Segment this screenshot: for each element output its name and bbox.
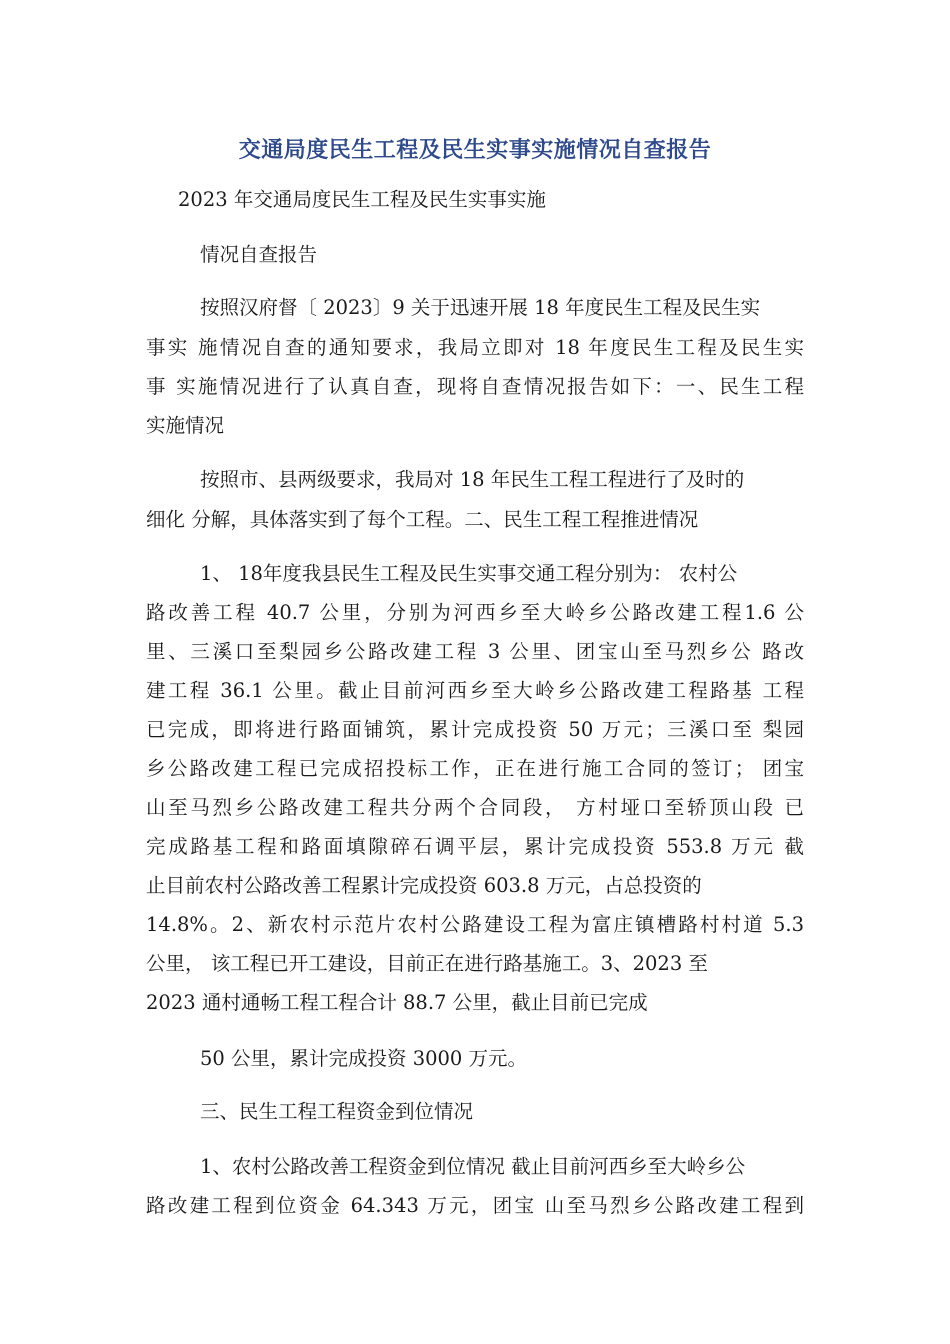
para3-line-1: 1、 18年度我县民生工程及民生实事交通工程分别为： 农村公 <box>200 562 738 585</box>
para1-line-2: 事实 施情况自查的通知要求，我局立即对 18 年度民生工程及民生实 <box>146 336 804 359</box>
para3-line-7: 山至马烈乡公路改建工程共分两个合同段， 方村垭口至轿顶山段 已 <box>146 796 804 819</box>
para3-line-5: 已完成，即将进行路面铺筑，累计完成投资 50 万元；三溪口至 梨园 <box>146 718 804 741</box>
para3-line-3: 里、三溪口至梨园乡公路改建工程 3 公里、团宝山至马烈乡公 路改 <box>146 640 804 663</box>
para1-line-4: 实施情况 <box>146 414 225 437</box>
para1-line-1: 按照汉府督〔 2023〕9 关于迅速开展 18 年度民生工程及民生实 <box>200 296 761 319</box>
section3-heading: 三、民生工程工程资金到位情况 <box>200 1100 474 1123</box>
para2-line-2: 细化 分解，具体落实到了每个工程。二、民生工程工程推进情况 <box>146 508 699 531</box>
para3-line-4: 建工程 36.1 公里。截止目前河西乡至大岭乡公路改建工程路基 工程 <box>146 679 804 702</box>
para4-line: 50 公里，累计完成投资 3000 万元。 <box>200 1047 528 1070</box>
subtitle-line-1: 2023 年交通局度民生工程及民生实事实施 <box>178 188 546 211</box>
para3-line-11: 公里， 该工程已开工建设，目前正在进行路基施工。3、2023 至 <box>146 952 708 975</box>
para3-line-8: 完成路基工程和路面填隙碎石调平层，累计完成投资 553.8 万元 截 <box>146 835 804 858</box>
para1-line-3: 事 实施情况进行了认真自查，现将自查情况报告如下：一、民生工程 <box>146 375 804 398</box>
para3-line-2: 路改善工程 40.7 公里，分别为河西乡至大岭乡公路改建工程1.6 公 <box>146 601 804 624</box>
para5-line-1: 1、农村公路改善工程资金到位情况 截止目前河西乡至大岭乡公 <box>200 1155 746 1178</box>
para3-line-6: 乡公路改建工程已完成招投标工作，正在进行施工合同的签订； 团宝 <box>146 757 804 780</box>
para2-line-1: 按照市、县两级要求，我局对 18 年民生工程工程进行了及时的 <box>200 468 745 491</box>
para5-line-2: 路改建工程到位资金 64.343 万元，团宝 山至马烈乡公路改建工程到 <box>146 1194 804 1217</box>
para3-line-9: 止目前农村公路改善工程累计完成投资 603.8 万元，占总投资的 <box>146 874 702 897</box>
para3-line-12: 2023 通村通畅工程工程合计 88.7 公里，截止目前已完成 <box>146 991 648 1014</box>
subtitle-line-2: 情况自查报告 <box>200 243 318 266</box>
document-title: 交通局度民生工程及民生实事实施情况自查报告 <box>238 138 712 163</box>
para3-line-10: 14.8%。2、新农村示范片农村公路建设工程为富庄镇槽路村村道 5.3 <box>146 913 804 936</box>
